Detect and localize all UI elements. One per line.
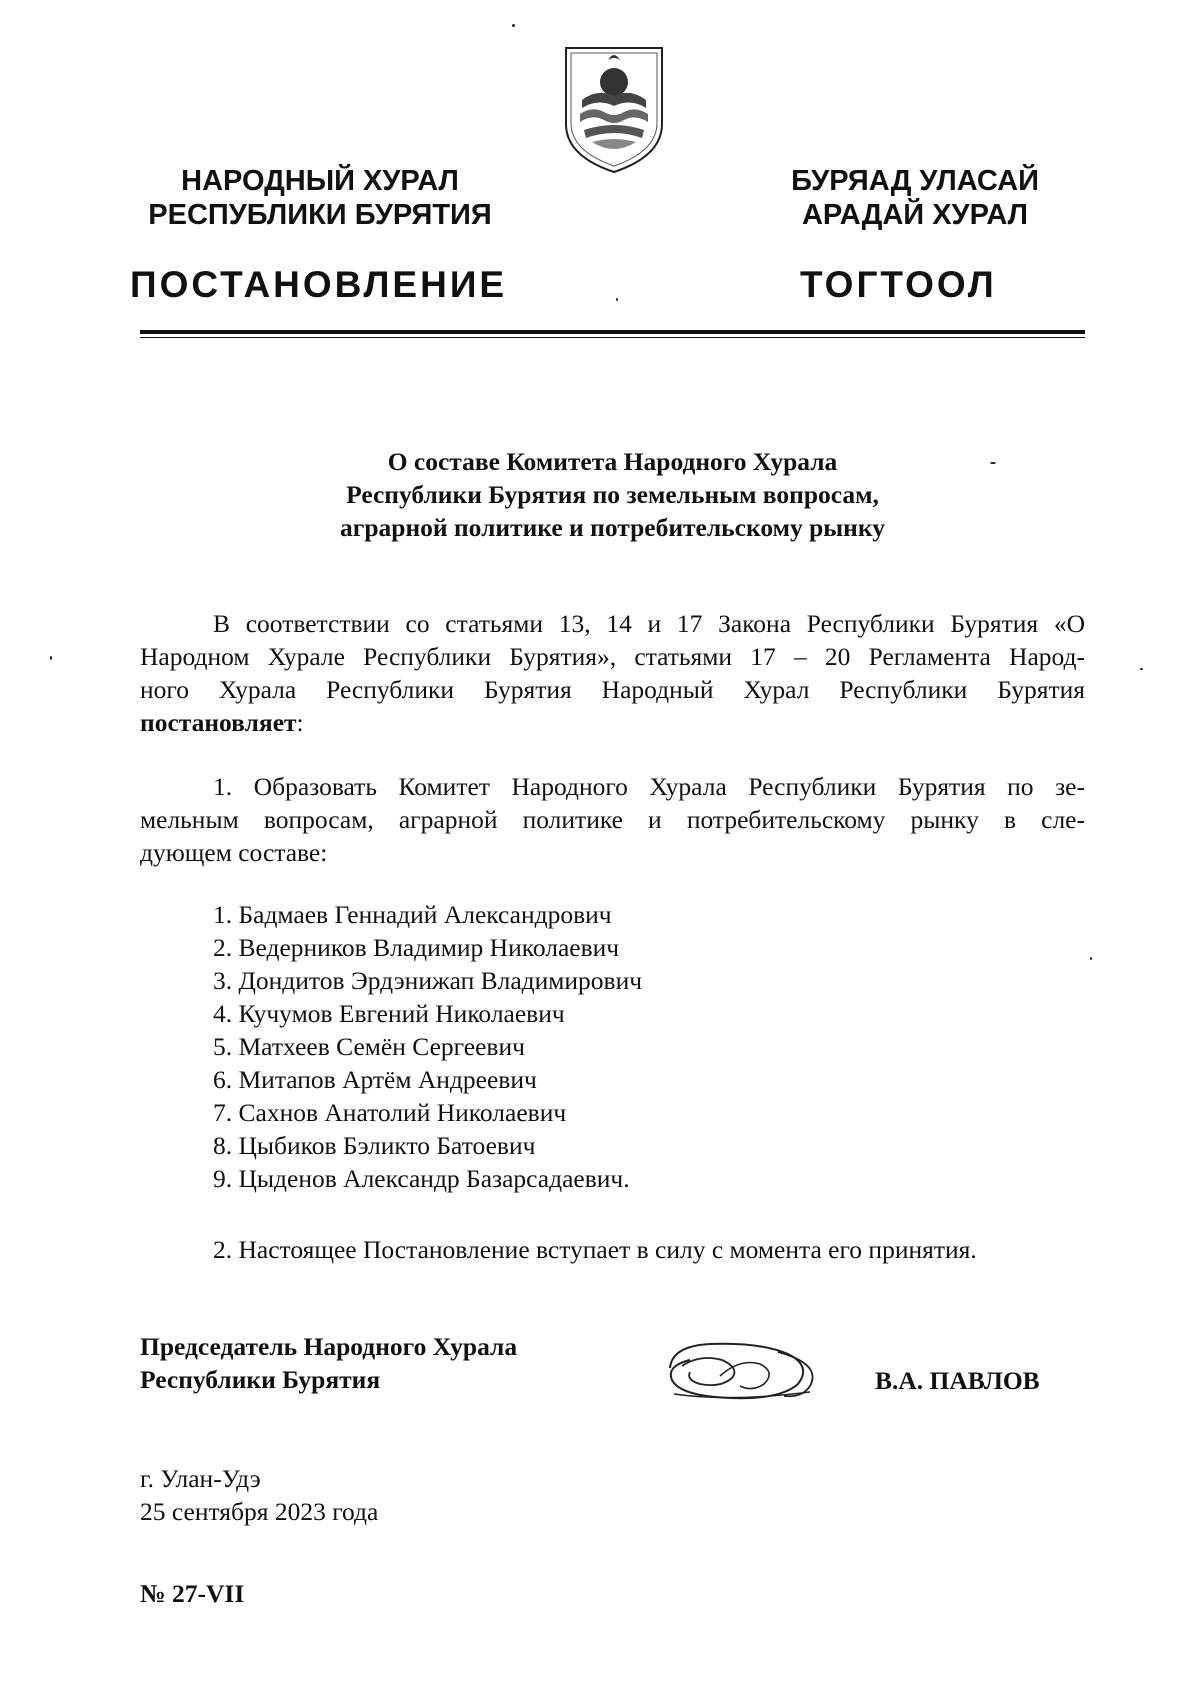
- document-number: № 27-VII: [140, 1579, 245, 1608]
- header-divider-thin: [140, 337, 1085, 338]
- list-item: 7. Сахнов Анатолий Николаевич: [213, 1098, 567, 1127]
- org-name-russian: НАРОДНЫЙ ХУРАЛ РЕСПУБЛИКИ БУРЯТИЯ: [148, 165, 492, 231]
- place: г. Улан-Удэ: [140, 1464, 261, 1493]
- coat-of-arms-icon: [562, 44, 666, 176]
- org-name-buryat: БУРЯАД УЛАСАЙ АРАДАЙ ХУРАЛ: [791, 165, 1039, 231]
- place-and-date: [140, 1462, 378, 1528]
- list-item: 3. Дондитов Эрдэнижап Владимирович: [213, 966, 643, 995]
- scan-speck: [990, 462, 996, 464]
- committee-members-list: [213, 898, 642, 1195]
- scan-speck: [512, 24, 515, 27]
- header-divider-thick: [140, 330, 1085, 334]
- signatory-position: Председатель Народного Хурала Республики Бурятия: [140, 1332, 518, 1394]
- clause-1-paragraph: 1. Образовать Комитет Народного Хурала Республики Бурятия по зе- мельным вопросам, аграрной политике и потребительскому рынку в сле- дующем составе:: [140, 772, 1085, 867]
- preamble-paragraph: В соответствии со статьями 13, 14 и 17 Закона Республики Бурятия «О Народном Хурале Республики Бурятия», статьями 17 – 20 Регламента Народ- ного Хурала Республики Бурятия Народный Хурал Республики Бурятия постановляет:: [140, 609, 1085, 737]
- list-item: 1. Бадмаев Геннадий Александрович: [213, 900, 612, 929]
- list-item: 4. Кучумов Евгений Николаевич: [213, 999, 565, 1028]
- list-item: 5. Матхеев Семён Сергеевич: [213, 1032, 525, 1061]
- decree-line: постановляет:: [140, 708, 304, 737]
- list-item: 6. Митапов Артём Андреевич: [213, 1065, 537, 1094]
- scan-speck: [1090, 957, 1092, 960]
- scan-speck: [1140, 668, 1143, 670]
- scan-speck: [50, 656, 52, 660]
- list-item: 8. Цыбиков Бэликто Батоевич: [213, 1131, 536, 1160]
- signatory-name: В.А. ПАВЛОВ: [875, 1366, 1040, 1395]
- clause-2-paragraph: 2. Настоящее Постановление вступает в силу с момента его принятия.: [213, 1235, 977, 1264]
- list-item: 9. Цыденов Александр Базарсадаевич.: [213, 1164, 630, 1193]
- doc-type-russian: ПОСТАНОВЛЕНИЕ: [130, 264, 508, 305]
- scan-speck: [616, 298, 618, 301]
- list-item: 2. Ведерников Владимир Николаевич: [213, 933, 620, 962]
- date: 25 сентября 2023 года: [140, 1497, 379, 1526]
- doc-type-buryat: ТОГТООЛ: [800, 264, 997, 305]
- document-title: О составе Комитета Народного Хурала Республики Бурятия по земельным вопросам, аграрной политике и потребительскому рынку: [340, 447, 885, 542]
- decree-word: постановляет: [140, 708, 297, 737]
- handwritten-signature-icon: [660, 1328, 830, 1408]
